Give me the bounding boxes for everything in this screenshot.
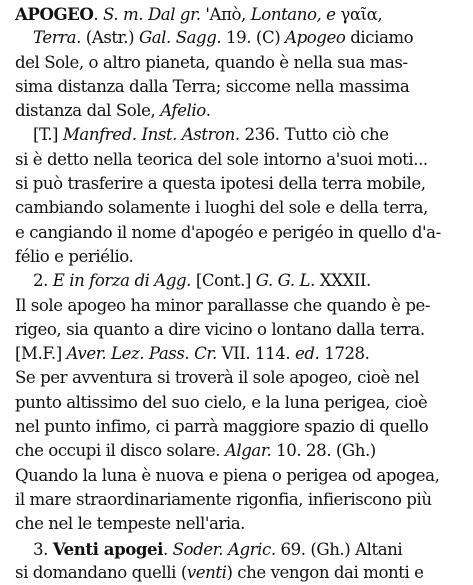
text-run: diciamo: [345, 28, 414, 48]
entry-line: [15, 391, 463, 415]
entry-line: [15, 415, 463, 439]
entry-line: [15, 245, 463, 269]
text-run: . (Astr.): [76, 28, 139, 48]
entry-line: [15, 366, 463, 390]
text-run: félio e periélio.: [15, 246, 134, 266]
text-run: si è detto nella teorica del sole intorno a'suoi moti...: [15, 149, 428, 169]
text-run: il mare straordinariamente rigonfia, infieriscono più: [15, 489, 432, 509]
italic-text: G. G. L.: [255, 271, 315, 291]
entry-line: [15, 75, 463, 99]
entry-line: [15, 148, 463, 172]
text-run: che nel le tempeste nell'aria.: [15, 514, 245, 534]
italic-text: Lontano, e: [250, 5, 336, 24]
italic-text: Afelio: [160, 101, 206, 121]
text-run: [Cont.]: [191, 271, 256, 291]
italic-text: Gal. Sagg.: [138, 28, 222, 48]
text-run: ) che vengon dai monti e: [226, 562, 424, 582]
text-run: si può trasferire a questa ipotesi della terra mobile,: [15, 174, 426, 194]
entry-line: [15, 561, 463, 585]
italic-text: venti: [186, 562, 227, 582]
text-run: .: [162, 539, 173, 559]
italic-text: ed.: [295, 344, 320, 364]
text-run: sima distanza dalla Terra; siccome nella massima: [15, 76, 410, 96]
italic-text: Soder. Agric.: [172, 539, 276, 559]
entry-line: [15, 2, 463, 26]
text-run: 10. 28. (Gh.): [271, 441, 376, 461]
text-run: distanza dal Sole,: [15, 101, 161, 121]
entry-line: [15, 269, 463, 293]
italic-text: Apogeo: [285, 28, 346, 48]
entry-line: [15, 172, 463, 196]
entry-line: [15, 51, 463, 75]
entry-line: [15, 439, 463, 463]
text-run: 3.: [33, 539, 53, 559]
entry-line: [15, 123, 463, 147]
text-run: punto altissimo del suo cielo, e la luna perigea, cioè: [15, 392, 428, 412]
text-run: .: [93, 5, 104, 24]
italic-text: Manfred. Inst. Astron.: [62, 125, 240, 145]
text-run: [T.]: [33, 125, 63, 145]
text-run: .: [205, 101, 211, 121]
text-run: XXXII.: [314, 271, 371, 291]
entry-line: [15, 464, 463, 488]
headword: APOGEO: [15, 4, 94, 24]
entry-line: [15, 221, 463, 245]
italic-text: S. m. Dal gr.: [103, 5, 201, 24]
text-run: Il sole apogeo ha minor parallasse che quando è pe-: [15, 295, 431, 315]
text-run: 69. (Gh.) Altani: [275, 539, 403, 559]
entry-line: [15, 318, 463, 342]
text-run: 'Απὸ,: [200, 5, 251, 24]
italic-text: Aver. Lez. Pass. Cr.: [66, 344, 217, 364]
entry-line: [15, 294, 463, 318]
entry-line: [15, 196, 463, 220]
italic-text: Terra: [33, 28, 77, 48]
entry-line: [15, 537, 463, 561]
text-run: rigeo, sia quanto a dire vicino o lontano dalla terra.: [15, 319, 425, 339]
text-run: 2.: [33, 271, 53, 291]
text-run: Se per avventura si troverà il sole apogeo, cioè nel: [15, 368, 420, 388]
text-run: 1728.: [319, 344, 370, 364]
text-run: 236. Tutto ciò che: [239, 125, 389, 145]
entry-line: [15, 512, 463, 536]
text-run: e cangiando il nome d'apogéo e perigéo in quello d'a-: [15, 222, 441, 242]
text-run: 19. (C): [221, 28, 286, 48]
text-run: cambiando solamente i luoghi del sole e della terra,: [15, 198, 428, 218]
text-run: VII. 114.: [216, 344, 296, 364]
text-run: si domandano quelli (: [15, 562, 187, 582]
text-run: γαῖα,: [335, 5, 383, 24]
text-run: [M.F.]: [15, 344, 67, 364]
entry-line: [15, 26, 463, 50]
italic-text: E in forza di Agg.: [52, 271, 192, 291]
headword: Venti apogei: [52, 538, 163, 559]
entry-line: [15, 342, 463, 366]
text-run: del Sole, o altro pianeta, quando è nella sua mas-: [15, 52, 408, 72]
entry-line: [15, 488, 463, 512]
text-run: che occupi il disco solare.: [15, 441, 225, 461]
entry-line: [15, 99, 463, 123]
text-run: Quando la luna è nuova e piena o perigea od apogea,: [15, 465, 440, 485]
italic-text: Algar.: [224, 441, 272, 461]
text-run: nel punto infimo, ci parrà maggiore spazio di quello: [15, 417, 429, 437]
